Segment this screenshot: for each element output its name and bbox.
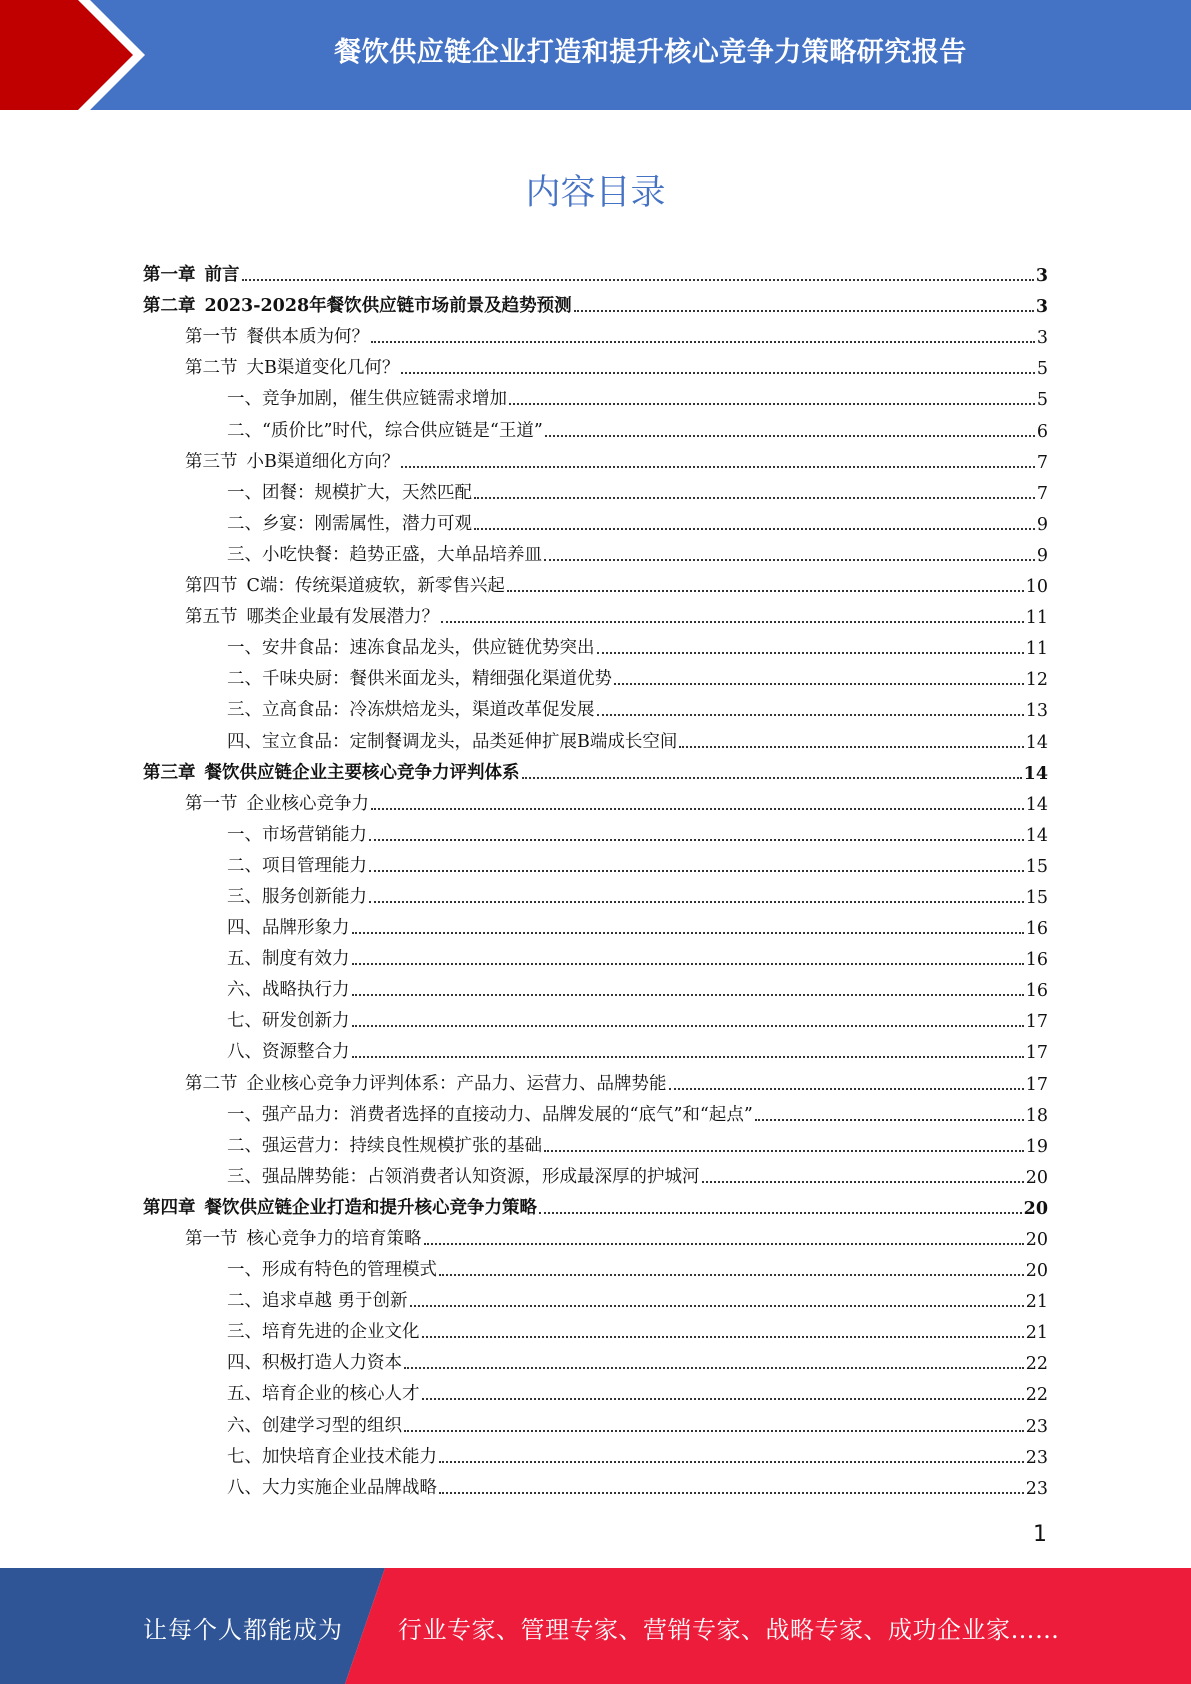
toc-dot-leader <box>597 652 1024 654</box>
toc-dot-leader <box>404 1430 1024 1432</box>
toc-entry-label <box>185 448 399 473</box>
toc-dot-leader <box>369 839 1024 841</box>
toc-entry-number: 第一节 <box>185 327 238 348</box>
toc-dot-leader <box>352 963 1024 965</box>
toc-entry-title: 一、竞争加剧，催生供应链需求增加 <box>227 389 507 410</box>
toc-entry-title: 企业核心竞争力评判体系：产品力、运营力、品牌势能 <box>246 1073 667 1094</box>
toc-entry-page: 21 <box>1025 1323 1048 1344</box>
toc-entry-page: 23 <box>1025 1478 1048 1499</box>
toc-entry-label <box>143 1194 537 1219</box>
toc-entry-label <box>185 323 369 348</box>
toc-entry-page: 20 <box>1025 1261 1048 1282</box>
toc-entry-label <box>227 1412 402 1437</box>
footer-banner <box>0 1568 1191 1684</box>
toc-dot-leader <box>597 714 1024 716</box>
toc-entry-title: 三、服务创新能力 <box>227 886 367 907</box>
toc-dot-leader <box>242 279 1034 281</box>
toc-entry[interactable] <box>143 815 1048 846</box>
toc-entry[interactable] <box>143 535 1048 566</box>
toc-dot-leader <box>539 1212 1022 1214</box>
toc-dot-leader <box>702 1181 1024 1183</box>
toc-entry-page: 20 <box>1025 1230 1048 1250</box>
toc-entry-label <box>227 479 472 504</box>
toc-entry-title: 餐饮供应链企业打造和提升核心竞争力策略 <box>204 1197 537 1218</box>
toc-entry-label <box>227 1101 753 1126</box>
toc-entry-title: 八、资源整合力 <box>227 1042 350 1063</box>
toc-entry-page: 11 <box>1025 608 1048 629</box>
toc-entry-label <box>185 1225 422 1250</box>
toc-entry[interactable] <box>143 877 1048 908</box>
toc-dot-leader <box>352 994 1024 996</box>
toc-entry[interactable] <box>143 255 1048 286</box>
toc-entry-label <box>227 1474 437 1499</box>
toc-entry-number: 第二节 <box>185 1073 238 1094</box>
toc-entry-label <box>227 541 542 566</box>
toc-entry-label <box>227 1287 408 1312</box>
toc-entry-page: 14 <box>1023 763 1048 784</box>
toc-entry-title: 三、小吃快餐：趋势正盛，大单品培养皿 <box>227 544 542 565</box>
toc-entry-title: 核心竞争力的培育策略 <box>246 1229 422 1249</box>
toc-entry-page: 5 <box>1036 359 1048 380</box>
toc-dot-leader <box>422 1336 1024 1338</box>
toc-entry[interactable] <box>143 1188 1048 1219</box>
toc-entry-page: 20 <box>1023 1198 1048 1219</box>
toc-entry[interactable] <box>143 348 1048 379</box>
toc-entry[interactable] <box>143 1374 1048 1405</box>
toc-entry[interactable] <box>143 566 1048 597</box>
toc-entry-title: 七、加快培育企业技术能力 <box>227 1446 437 1467</box>
toc-dot-leader <box>439 1274 1024 1276</box>
toc-entry-page: 14 <box>1025 794 1048 815</box>
toc-entry[interactable] <box>143 659 1048 690</box>
toc-entry-title: 四、积极打造人力资本 <box>227 1353 402 1374</box>
toc-entry-label <box>227 1038 350 1063</box>
toc-entry-number: 第四节 <box>185 576 238 597</box>
toc-entry-number: 第二节 <box>185 358 238 379</box>
toc-entry-title: 三、强品牌势能：占领消费者认知资源，形成最深厚的护城河 <box>227 1166 700 1187</box>
toc-entry-page: 17 <box>1025 1074 1048 1095</box>
toc-entry-label <box>227 385 507 410</box>
toc-entry-title: 二、追求卓越 勇于创新 <box>227 1291 408 1312</box>
report-header-bar <box>0 0 1191 110</box>
toc-entry-page: 19 <box>1025 1136 1048 1157</box>
toc-entry-label <box>227 1163 700 1188</box>
toc-entry-page: 16 <box>1025 981 1048 1002</box>
toc-entry[interactable] <box>143 970 1048 1001</box>
toc-entry-page: 11 <box>1025 639 1048 660</box>
toc-entry[interactable] <box>143 286 1048 317</box>
toc-dot-leader <box>371 808 1024 810</box>
toc-entry-number: 第一节 <box>185 793 238 814</box>
toc-entry[interactable] <box>143 1032 1048 1063</box>
toc-entry-title: 三、立高食品：冷冻烘焙龙头，渠道改革促发展 <box>227 700 595 721</box>
toc-entry-label <box>227 696 595 721</box>
toc-entry-page: 14 <box>1025 825 1048 846</box>
toc-entry-label <box>227 1007 350 1032</box>
toc-entry-page: 13 <box>1025 701 1048 722</box>
toc-entry-label <box>227 976 350 1001</box>
toc-entry-page: 14 <box>1025 732 1048 753</box>
toc-entry-label <box>227 510 472 535</box>
toc-entry-page: 12 <box>1025 670 1048 691</box>
toc-entry-title: 五、培育企业的核心人才 <box>227 1384 420 1405</box>
toc-entry-title: 二、“质价比”时代，综合供应链是“王道” <box>227 420 543 441</box>
toc-entry-title: 八、大力实施企业品牌战略 <box>227 1477 437 1498</box>
toc-entry[interactable] <box>143 1095 1048 1126</box>
toc-entry-title: 二、强运营力：持续良性规模扩张的基础 <box>227 1135 542 1156</box>
toc-dot-leader <box>441 621 1024 623</box>
toc-entry-page: 7 <box>1036 452 1048 473</box>
toc-dot-leader <box>410 1305 1024 1307</box>
toc-entry-title: 一、强产品力：消费者选择的直接动力、品牌发展的“底气”和“起点” <box>227 1104 753 1125</box>
toc-dot-leader <box>509 403 1035 405</box>
toc-entry-title: 前言 <box>204 265 240 286</box>
toc-entry[interactable] <box>143 597 1048 628</box>
toc-entry[interactable] <box>143 1126 1048 1157</box>
toc-entry[interactable] <box>143 1405 1048 1436</box>
toc-dot-leader <box>474 497 1035 499</box>
toc-entry-title: 大B渠道变化几何？ <box>246 358 400 379</box>
toc-entry-title: 一、团餐：规模扩大，天然匹配 <box>227 482 472 503</box>
toc-entry[interactable] <box>143 504 1048 535</box>
toc-entry-number: 第一章 <box>143 265 196 286</box>
toc-entry[interactable] <box>143 1063 1048 1094</box>
toc-entry-page: 9 <box>1036 545 1048 566</box>
toc-entry[interactable] <box>143 1250 1048 1281</box>
toc-dot-leader <box>369 870 1024 872</box>
toc-entry-title: 七、研发创新力 <box>227 1011 350 1032</box>
toc-dot-leader <box>755 1119 1024 1121</box>
toc-heading: 内容目录 <box>525 173 666 213</box>
toc-entry-label <box>227 417 543 442</box>
toc-entry-label <box>185 572 505 597</box>
toc-entry-page: 7 <box>1036 483 1048 504</box>
toc-dot-leader <box>544 559 1035 561</box>
toc-entry-page: 3 <box>1035 266 1048 287</box>
table-of-contents <box>143 255 1048 1499</box>
toc-dot-leader <box>401 372 1034 374</box>
toc-entry-label <box>227 634 595 659</box>
toc-entry-page: 5 <box>1036 390 1048 411</box>
toc-entry-label <box>227 1318 420 1343</box>
toc-dot-leader <box>522 777 1022 779</box>
toc-entry-number: 第三节 <box>185 451 238 472</box>
toc-entry-label <box>227 821 367 846</box>
toc-entry-page: 9 <box>1036 514 1048 535</box>
toc-entry[interactable] <box>143 379 1048 410</box>
toc-entry-page: 10 <box>1025 577 1048 598</box>
toc-entry-title: 餐供本质为何？ <box>246 327 369 348</box>
toc-entry-page: 16 <box>1025 950 1048 971</box>
toc-entry[interactable] <box>143 690 1048 721</box>
toc-entry-label <box>227 914 350 939</box>
toc-entry-page: 3 <box>1036 328 1048 349</box>
toc-entry[interactable] <box>143 1312 1048 1343</box>
toc-dot-leader <box>439 1492 1024 1494</box>
toc-entry-label <box>143 292 572 317</box>
toc-entry-title: C端：传统渠道疲软，新零售兴起 <box>246 576 505 597</box>
toc-entry-title: 三、培育先进的企业文化 <box>227 1322 420 1343</box>
toc-entry-title: 餐饮供应链企业主要核心竞争力评判体系 <box>204 762 520 783</box>
toc-entry[interactable] <box>143 1001 1048 1032</box>
toc-entry-page: 17 <box>1025 1043 1048 1064</box>
toc-dot-leader <box>544 1150 1024 1152</box>
toc-entry-label <box>227 665 612 690</box>
toc-entry-label <box>185 790 369 815</box>
toc-entry-page: 20 <box>1025 1167 1048 1188</box>
page-number: 1 <box>1033 1522 1047 1547</box>
toc-entry-title: 小B渠道细化方向？ <box>246 451 400 472</box>
toc-entry-title: 二、千味央厨：餐供米面龙头，精细强化渠道优势 <box>227 669 612 690</box>
toc-entry[interactable] <box>143 473 1048 504</box>
toc-entry-label <box>185 1070 667 1095</box>
toc-dot-leader <box>404 1367 1024 1369</box>
toc-entry[interactable] <box>143 939 1048 970</box>
toc-entry-label <box>227 1380 420 1405</box>
toc-dot-leader <box>669 1088 1024 1090</box>
toc-entry-number: 第五节 <box>185 607 238 628</box>
toc-dot-leader <box>614 683 1024 685</box>
toc-entry-label <box>185 354 399 379</box>
toc-entry-page: 6 <box>1036 421 1048 442</box>
toc-entry-title: 四、品牌形象力 <box>227 918 350 939</box>
toc-dot-leader <box>401 466 1034 468</box>
toc-entry[interactable] <box>143 1343 1048 1374</box>
toc-entry-page: 17 <box>1025 1012 1048 1033</box>
toc-dot-leader <box>369 901 1024 903</box>
toc-entry-page: 23 <box>1025 1416 1048 1437</box>
toc-entry[interactable] <box>143 1437 1048 1468</box>
toc-entry[interactable] <box>143 1157 1048 1188</box>
toc-entry-title: 六、战略执行力 <box>227 980 350 1001</box>
toc-entry-label <box>227 945 350 970</box>
toc-entry-label <box>227 852 367 877</box>
toc-entry-label <box>227 1349 402 1374</box>
toc-entry-title: 二、项目管理能力 <box>227 855 367 876</box>
toc-entry[interactable] <box>143 908 1048 939</box>
toc-dot-leader <box>352 1056 1024 1058</box>
toc-entry-page: 16 <box>1025 919 1048 940</box>
toc-entry-title: 企业核心竞争力 <box>246 793 369 814</box>
toc-entry-label <box>227 883 367 908</box>
toc-entry-label <box>227 1256 437 1281</box>
toc-entry-title: 五、制度有效力 <box>227 949 350 970</box>
toc-dot-leader <box>474 528 1035 530</box>
toc-entry[interactable] <box>143 442 1048 473</box>
toc-entry-page: 21 <box>1025 1292 1048 1313</box>
toc-dot-leader <box>439 1461 1024 1463</box>
toc-entry-title: 一、形成有特色的管理模式 <box>227 1260 437 1281</box>
toc-entry-page: 22 <box>1025 1385 1048 1406</box>
toc-entry[interactable] <box>143 721 1048 752</box>
toc-entry-number: 第一节 <box>185 1229 238 1249</box>
toc-entry[interactable] <box>143 846 1048 877</box>
toc-dot-leader <box>422 1398 1024 1400</box>
toc-entry[interactable] <box>143 628 1048 659</box>
toc-dot-leader <box>574 310 1034 312</box>
toc-entry-label <box>227 728 677 753</box>
toc-entry-title: 2023-2028年餐饮供应链市场前景及趋势预测 <box>204 296 572 317</box>
toc-entry-page: 22 <box>1025 1354 1048 1375</box>
toc-entry-label <box>185 603 439 628</box>
toc-entry-title: 哪类企业最有发展潜力？ <box>246 607 439 628</box>
footer-slogan-right: 行业专家、管理专家、营销专家、战略专家、成功企业家…… <box>398 1616 1060 1644</box>
toc-entry[interactable] <box>143 317 1048 348</box>
toc-dot-leader <box>507 590 1024 592</box>
toc-entry-title: 六、创建学习型的组织 <box>227 1415 402 1436</box>
toc-entry-label <box>143 261 240 286</box>
toc-entry-title: 一、市场营销能力 <box>227 824 367 845</box>
toc-entry[interactable] <box>143 410 1048 441</box>
toc-dot-leader <box>424 1243 1024 1245</box>
footer-slogan-left: 让每个人都能成为 <box>143 1616 343 1644</box>
toc-entry-number: 第二章 <box>143 296 196 317</box>
toc-entry-label <box>227 1132 542 1157</box>
toc-dot-leader <box>371 341 1035 343</box>
toc-dot-leader <box>352 1025 1024 1027</box>
toc-entry-title: 二、乡宴：刚需属性，潜力可观 <box>227 513 472 534</box>
toc-entry-page: 15 <box>1025 887 1048 908</box>
toc-entry[interactable] <box>143 1468 1048 1499</box>
toc-entry[interactable] <box>143 753 1048 784</box>
toc-entry-number: 第四章 <box>143 1197 196 1218</box>
toc-entry-page: 23 <box>1025 1447 1048 1468</box>
toc-entry-page: 3 <box>1035 297 1048 318</box>
toc-entry[interactable] <box>143 784 1048 815</box>
toc-entry-page: 18 <box>1025 1105 1048 1126</box>
toc-entry-label <box>143 759 520 784</box>
toc-dot-leader <box>545 435 1035 437</box>
toc-entry[interactable] <box>143 1219 1048 1250</box>
toc-entry-number: 第三章 <box>143 762 196 783</box>
toc-dot-leader <box>679 746 1023 748</box>
report-title: 餐饮供应链企业打造和提升核心竞争力策略研究报告 <box>334 37 967 68</box>
toc-entry-label <box>227 1443 437 1468</box>
toc-entry-title: 一、安井食品：速冻食品龙头，供应链优势突出 <box>227 638 595 659</box>
toc-entry[interactable] <box>143 1281 1048 1312</box>
toc-entry-title: 四、宝立食品：定制餐调龙头，品类延伸扩展B端成长空间 <box>227 731 678 752</box>
toc-entry-page: 15 <box>1025 856 1048 877</box>
toc-dot-leader <box>352 932 1024 934</box>
